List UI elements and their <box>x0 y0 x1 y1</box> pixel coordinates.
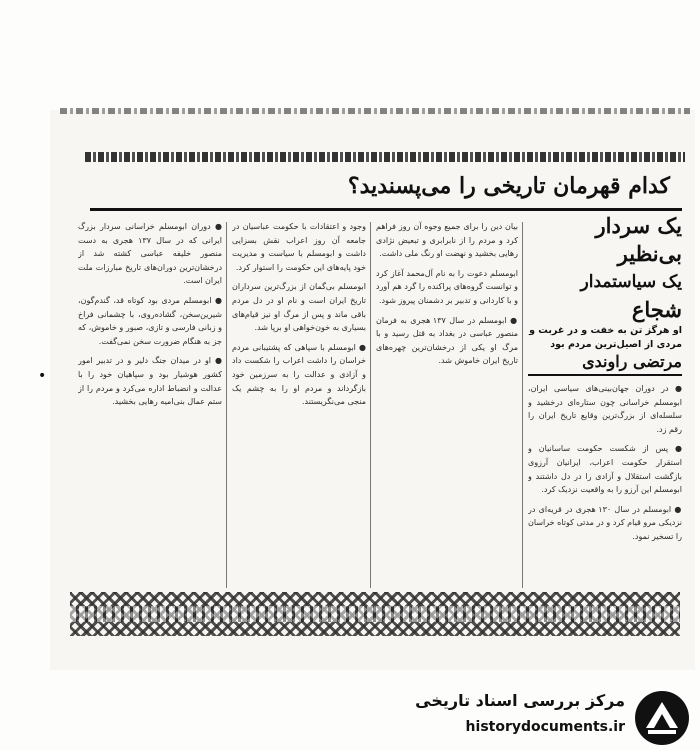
feature-author: مرتضی راوندی <box>582 352 682 371</box>
column-divider <box>226 222 227 588</box>
column-4-paragraph-1: ● در دوران جهان‌بینی‌های سیاسی ایران، ابو‌مسلم خراسانی چون ستاره‌ای درخشید و سلسله‌ای از بزرگ‌ترین وقایع تاریخ ایران را رقم زد. <box>528 384 682 434</box>
column-1 <box>78 220 222 585</box>
headline-rule <box>90 208 682 211</box>
watermark-url: historydocuments.ir <box>465 719 625 735</box>
feature-title-box <box>528 212 682 330</box>
watermark-logo-icon <box>632 688 692 748</box>
column-divider <box>522 222 523 588</box>
margin-marker-icon: • <box>38 368 47 384</box>
column-3-paragraph-2: ابو‌مسلم دعوت را به نام آل‌محمد آغاز کرد و توانست گروه‌های پراکنده را گرد هم آورد و با کاردانی و تدبیر بر دشمنان پیروز شود. <box>376 268 518 305</box>
column-3-paragraph-1: بیان دین را برای جمیع وجوه آن روز فراهم کرد و مردم را از نابرابری و تبعیض نژادی رهایی بخشید و نهضت او رنگ ملی داشت. <box>376 222 518 259</box>
feature-title-line-4: شجاع <box>631 297 682 322</box>
column-1-paragraph-3: ● او در میدان جنگ دلیر و در تدبیر امور کشور هوشیار بود و سپاهیان خود را با عدالت و انضباط اداره می‌کرد و مردم را از ستم عمال بنی‌امیه رهایی بخشید. <box>78 356 222 407</box>
feature-title-line-1: یک سردار <box>595 213 682 238</box>
column-3-paragraph-3: ● ابو‌مسلم در سال ۱۳۷ هجری به فرمان منصور عباسی در بغداد به قتل رسید و با مرگ او یکی از درخشان‌ترین چهره‌های تاریخ ایران خاموش شد. <box>376 315 518 366</box>
column-4-paragraph-2: ● پس از شکست حکومت ساسانیان و استقرار حکومت اعراب، ایرانیان آرزوی بازگشت استقلال و آزادی را در دل داشتند و ابو‌مسلم این آرزو را به واقعیت نزدیک کرد. <box>528 444 682 495</box>
article-headline: کدام قهرمان تاریخی را می‌پسندید؟ <box>347 173 670 199</box>
column-2 <box>232 220 366 585</box>
author-rule <box>528 374 682 376</box>
watermark-title: مرکز بررسی اسناد تاریخی <box>415 691 625 710</box>
column-2-paragraph-1: وجود و اعتقادات با حکومت عباسیان در جامعه آن روز اعراب نقش بسزایی داشت و ابو‌مسلم با سیاست و مدیریت خود پایه‌های این حکومت را استوار کرد. <box>232 222 366 272</box>
decorative-bottom-border-inner <box>70 606 680 622</box>
column-2-paragraph-3: ● ابو‌مسلم با سپاهی که پشتیبانی مردم خراسان را داشت اعراب را شکست داد و آزادی و عدالت را به سرزمین خود بازگرداند و مردم او را به چشم یک منجی می‌نگریستند. <box>232 342 366 407</box>
decorative-top-border <box>85 152 685 162</box>
column-2-paragraph-2: ابو‌مسلم بی‌گمان از بزرگ‌ترین سرداران تاریخ ایران است و نام او در دل مردم باقی ماند و پس از مرگ او نیز قیام‌های بسیاری به خون‌خواهی او برپا شد. <box>232 282 366 333</box>
column-1-paragraph-1: ● دوران ابو‌مسلم خراسانی سردار بزرگ ایرانی که در سال ۱۳۷ هجری به دست منصور خلیفه عباسی کشته شد از درخشان‌ترین دوران‌های تاریخ مبارزات ملت ایران است. <box>78 222 222 286</box>
feature-title-line-3: یک سیاستمدار <box>580 272 682 292</box>
column-1-paragraph-2: ● ابو‌مسلم مردی بود کوتاه قد، گندم‌گون، شیرین‌سخن، گشاده‌روی، با چشمانی فراخ و زبانی فارسی و تازی، صبور و خاموش، که جز به هنگام ضرورت سخن نمی‌گفت. <box>78 295 222 346</box>
clipping-top-edge <box>60 108 690 114</box>
column-divider <box>370 222 371 588</box>
column-4 <box>528 382 682 582</box>
feature-title-line-2: بی‌نظیر <box>617 241 682 266</box>
column-3 <box>376 220 518 585</box>
column-4-paragraph-3: ● ابو‌مسلم در سال ۱۳۰ هجری در قریه‌ای در نزدیکی مرو قیام کرد و در مدتی کوتاه خراسان را تسخیر نمود. <box>528 504 682 541</box>
feature-subtitle: او هرگز تن به خفت و در غربت و مردی از اصیل‌ترین مردم بود <box>529 325 682 350</box>
